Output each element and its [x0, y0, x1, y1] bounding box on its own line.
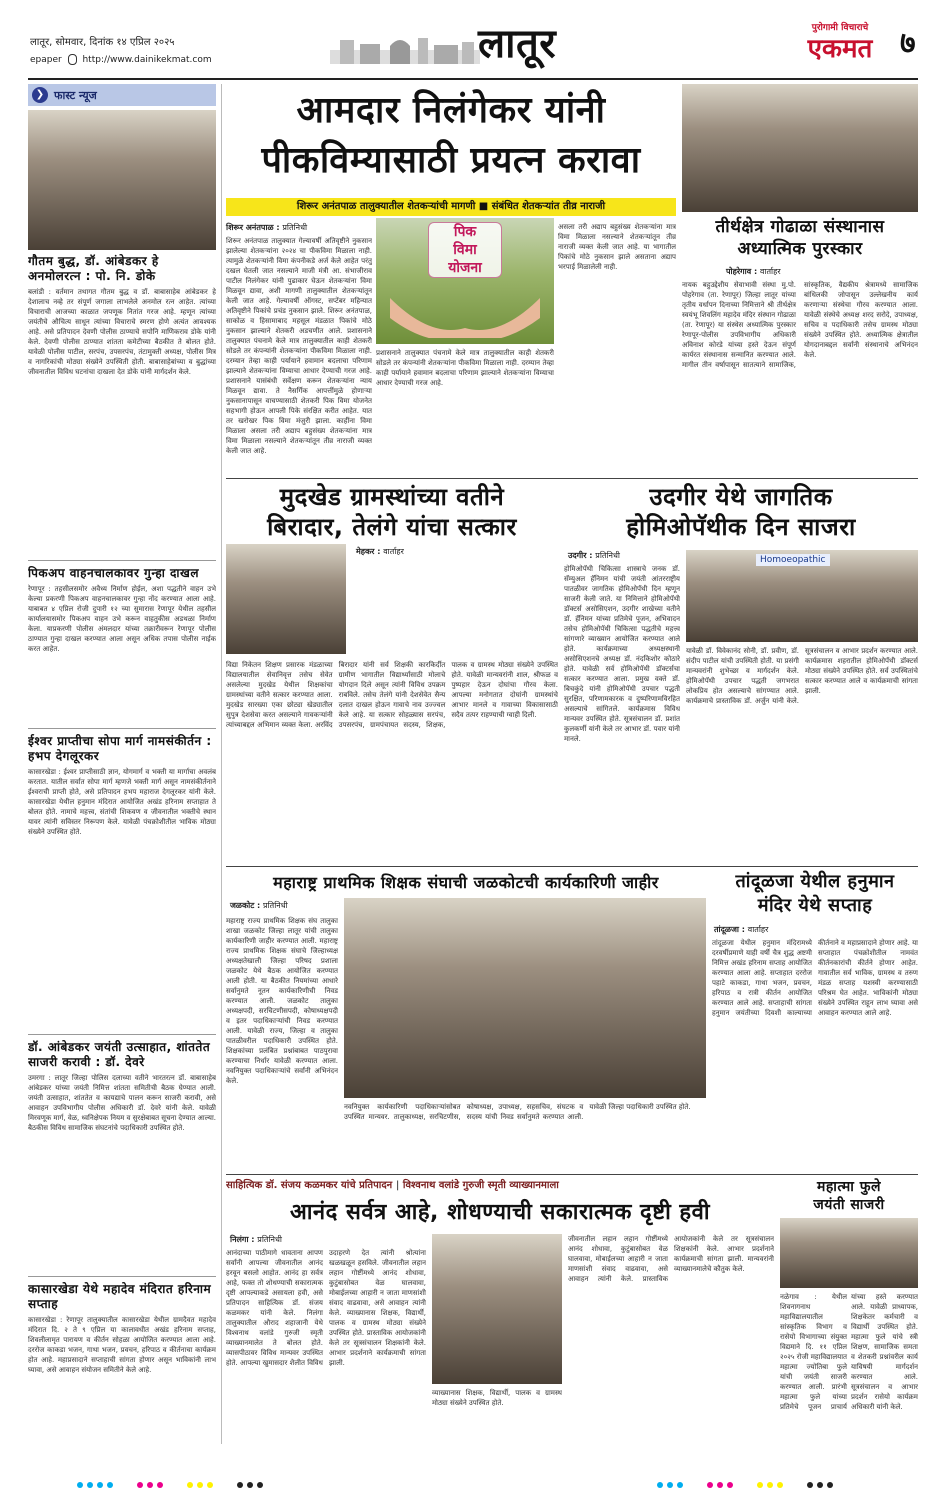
udgir-story: [564, 482, 918, 862]
cupped-hands-illustration: [390, 288, 540, 338]
jalkot-byline-source: प्रतिनिधी: [263, 901, 288, 910]
tandulja-byline-source: वार्ताहर: [747, 925, 769, 934]
speaker-photo: [432, 1234, 562, 1384]
sidebar-headline-1: गौतम बुद्ध, डॉ. आंबेडकर हे अनमोलरत्न : पो. नि. डोके: [28, 254, 159, 283]
print-registration-marks: [0, 1470, 945, 1500]
jalkot-byline-place: जळकोट: [230, 901, 255, 910]
sidebar-story-2: [28, 566, 216, 709]
lecture-kicker-part1: साहित्यिक डॉ. संजय कळमकर यांचे प्रतिपादन: [226, 1180, 393, 1191]
sidebar-story-1: [28, 254, 216, 579]
phule-headline-line1: महात्मा फुले: [816, 1179, 882, 1195]
lead-headline-line2: पीकविम्यासाठी प्रयत्न करावा: [261, 140, 641, 181]
lead-body-col2: प्रशासनाने तालुक्यात पंचनामे केले मात्र तालुक्यातील काही शेतकरी सोडले तर कंपन्यांनी शेतकऱ्यांना पीकविमा मिळाला नाही. दरम्यान तेव्हा काही पर्यायाने हवामान बदलाचा परिणाम झाल्याने शेतकऱ्यांना विम्याचा आधार देण्याची गरज आहे.: [376, 349, 554, 387]
tandulja-headline-line1: तांदूळजा येथील हनुमान: [735, 871, 895, 892]
lead-deck: [226, 198, 676, 216]
crop-insurance-image-text: [428, 222, 502, 278]
godhala-byline: पोहरेगाव : वार्ताहर: [726, 267, 781, 276]
udgir-body-col2: यावेळी डॉ. विवेकानंद सोनी, डॉ. प्रवीण, डॉ. संदीप पाटील यांची उपस्थिती होती. या प्रसंगी मान्यवरांनी शुभेच्छा व मार्गदर्शन केले. होमिओपॅथी उपचार पद्धती जगभरात लोकप्रिय होत असल्याचे सांगण्यात आले. कार्यक्रमाचे प्रास्ताविक डॉ. अर्जुन यांनी केले. सूत्रसंचालन व आभार प्रदर्शन करण्यात आले. कार्यक्रमास शहरातील होमिओपॅथी डॉक्टर्स मोठ्या संख्येने उपस्थित होते. सर्व उपस्थितांचे सत्कार करण्यात आले व कार्यक्रमाची सांगता झाली.: [686, 647, 918, 705]
jalkot-caption: नवनियुक्त कार्यकारिणी पदाधिकाऱ्यांसोबत उपस्थित मान्यवर. तालुकाध्यक्ष, सरचिटणीस, कोषाध्यक्ष, उपाध्यक्ष, सहसचिव, संघटक व सदस्य यांची निवड सर्वानुमते करण्यात आली. यावेळी जिल्हा पदाधिकारी उपस्थित होते.: [344, 1103, 691, 1121]
sidebar-headline-5: कासारखेडा येथे महादेव मंदिरात हरिनाम सप्ताह: [28, 1282, 212, 1311]
lead-deck-part2: संबंधित शेतकऱ्यांत तीव्र नाराजी: [491, 201, 606, 212]
godhala-headline-line2: अध्यात्मिक पुरस्कार: [737, 239, 863, 259]
lead-deck-part1: शिरूर अनंतपाळ तालुक्यातील शेतकऱ्यांची मागणी: [296, 201, 476, 212]
lecture-byline: निलंगा : प्रतिनिधी: [230, 1235, 282, 1244]
fast-news-title: फास्ट न्यूज: [54, 89, 97, 102]
lecture-body-col4: जीवनातील लहान लहान गोष्टींमध्ये आनंद शोधावा, कुटुंबासोबत वेळ घालवावा, मोबाईलच्या आहारी न जाता माणसांशी संवाद वाढवावा, असे आवाहन त्यांनी केले. प्रास्ताविक आयोजकांनी केले तर सूत्रसंचालन शिक्षकांनी केले. आभार प्रदर्शनाने कार्यक्रमाची सांगता झाली. मान्यवरांनी व्याख्यानमालेचे कौतुक केले.: [568, 1235, 774, 1283]
mudkhed-headline-line1: मुदखेड ग्रामस्थांच्या वतीने: [279, 483, 505, 511]
mudkhed-felicitation-photo: [226, 544, 346, 654]
paper-tagline: पुरोगामी विचाराचे: [811, 23, 869, 33]
image-word-1: पिक: [453, 224, 477, 240]
mudkhed-headline-line2: बिरादार, तेलंगे यांचा सत्कार: [267, 513, 517, 541]
jalkot-headline: महाराष्ट्र प्राथमिक शिक्षक संघाची जळकोटची कार्यकारिणी जाहीर: [273, 873, 659, 892]
sidebar-headline-4: डॉ. आंबेडकर जयंती उत्साहात, शांततेत साजरी करावी : डॉ. देवरे: [28, 1040, 211, 1069]
tandulja-body: तांदूळजा येथील हनुमान मंदिरामध्ये दरवर्षीप्रमाणे याही वर्षी चैत्र शुद्ध अष्टमी निमित्त अखंड हरिनाम सप्ताह आयोजित करण्यात आला आहे. सप्ताहात दररोज पहाटे काकडा, गाथा भजन, प्रवचन, हरिपाठ व रात्री कीर्तन आयोजित करण्यात आले आहे. सप्ताहाची सांगता हनुमान जयंतीच्या दिवशी काल्याच्या कीर्तनाने व महाप्रसादाने होणार आहे. या सप्ताहात पंचक्रोशीतील नामवंत कीर्तनकारांची कीर्तने होणार आहेत. गावातील सर्व भाविक, ग्रामस्थ व तरुण मंडळ सप्ताह यशस्वी करण्यासाठी परिश्रम घेत आहेत. भाविकांनी मोठ्या संख्येने उपस्थित राहून लाभ घ्यावा असे आवाहन करण्यात आले आहे.: [712, 939, 918, 1017]
lecture-kicker: साहित्यिक डॉ. संजय कळमकर यांचे प्रतिपादन | विश्वनाथ वलांडे गुरुजी स्मृती व्याख्यानमाला: [226, 1180, 559, 1191]
sidebar-headline-3: ईश्वर प्राप्तीचा सोपा मार्ग नामसंकीर्तन : हभप देगलूरकर: [28, 734, 212, 763]
website-url[interactable]: http://www.dainikekmat.com: [82, 55, 212, 65]
sidebar-story-4: [28, 1040, 216, 1278]
date-line: लातूर, सोमवार, दिनांक १४ एप्रिल २०२५: [30, 37, 175, 48]
city-title: लातूर: [478, 21, 557, 67]
paper-name: एकमत: [807, 34, 873, 64]
jalkot-byline: जळकोट : प्रतिनिधी: [230, 901, 288, 910]
lead-body: शिरूर अनंतपाळ तालुक्यात गेल्यावर्षी अतिवृष्टीने नुकसान झालेल्या शेतकऱ्यांना २०२४ चा पीकविमा मिळाला नाही. त्यामुळे शेतकऱ्यांनी विमा कंपनीकडे अर्ज केले आहेत परंतु दखल घेतली जात नसल्याने माजी मंत्री आ. संभाजीराव पाटील निलंगेकर यांनी पुढाकार घेऊन शेतकऱ्यांना विमा मिळवून द्यावा, अशी मागणी तालुक्यातील शेतकऱ्यांतून केली जात आहे. गेल्यावर्षी ऑगस्ट, सप्टेंबर महिन्यात अतिवृष्टीने पिकांचे प्रचंड नुकसान झाले. शिरूर अनंतपाळ, साकोळ व हिसामाबाद महसूल मंडळात पिकांचे मोठे नुकसान झाल्याने शेतकरी अडचणीत आले. प्रशासनाने तालुक्यात पंचनामे केले मात्र तालुक्यातील काही शेतकरी सोडले तर कंपन्यांनी शेतकऱ्यांना पीकविमा मिळाला नाही. दरम्यान तेव्हा काही पर्यायाने हवामान बदलाचा परिणाम झाल्याने शेतकऱ्यांना विम्याचा आधार देण्याची गरज आहे. प्रशासनाने यासंबंधी सर्वेक्षण करून शेतकऱ्यांना न्याय मिळवून द्यावा. ते नैसर्गिक आपत्तींमुळे होणाऱ्या नुकसानापासून वाचण्यासाठी शेतकरी पिक विमा योजनेत सहभागी होऊन आपली पिके संरक्षित करीत आहेत. यात तर खरोखर पिक विमा मंजुरी झाला. काहींना विमा मिळाला असला तरी अद्याप बहुसंख्य शेतकऱ्यांना मात्र विमा मिळाला नसल्याने शेतकऱ्यांतून तीव्र नाराजी व्यक्त केली जात आहे.: [226, 237, 372, 455]
masthead-rule: [28, 78, 918, 80]
sidebar-headline-2: पिकअप वाहनचालकावर गुन्हा दाखल: [28, 566, 199, 580]
mudkhed-byline-source: वार्ताहर: [383, 547, 404, 556]
lecture-kicker-part2: विश्वनाथ वलांडे गुरुजी स्मृती व्याख्यानमाला: [402, 1180, 559, 1191]
lecture-body-col3: व्याख्यानास शिक्षक, विद्यार्थी, पालक व ग्रामस्थ मोठ्या संख्येने उपस्थित होते.: [432, 1389, 562, 1407]
sidebar-story-5: [28, 1282, 216, 1444]
homeopathy-day-photo: [686, 550, 918, 642]
crop-insurance-photo: [376, 218, 554, 344]
award-ceremony-photo: [682, 84, 918, 212]
lead-byline-place: शिरूर अनंतपाळ: [226, 223, 274, 232]
mouse-icon: [68, 54, 77, 65]
lead-body-col3: असला तरी अद्याप बहुसंख्य शेतकऱ्यांना मात्र विमा मिळाला नसल्याने शेतकऱ्यांतून तीव्र नाराजी व्यक्त केली जात आहे. या भागातील पिकांचे मोठे नुकसान झाले असताना अद्याप भरपाई मिळालेली नाही.: [558, 223, 676, 271]
sidebar-body-1: बलांडी : वर्तमान तथागत गौतम बुद्ध व डॉ. बाबासाहेब आंबेडकर हे देशालाच नव्हे तर संपूर्ण जगाला लाभलेले अनमोल रत्न आहेत. त्यांच्या विचाराची आजच्या काळात जपणूक नितांत गरज आहे. म्हणून त्यांच्या जयंतीचे औचित्य साधून त्यांच्या विचाराचे स्मरण होणे अत्यंत आवश्यक आहे. असे प्रतिपादन देवणी पोलीस ठाण्याचे सपोनि माणिकराव डोके यांनी केले. देवणी पोलीस ठाण्यात शांतता कमेटीच्या बैठकीत ते बोलत होते. यावेळी पोलीस पाटील, सरपंच, उपसरपंच, तंटामुक्ती अध्यक्ष, पोलीस मित्र व नागरिकांची मोठ्या संख्येने उपस्थिती होती. बाबासाहेबांच्या व बुद्धांच्या जीवनातील विविध घटनांचा दाखला देत डोके यांनी मार्गदर्शन केले.: [28, 288, 216, 376]
sidebar-body-3: कासारखेडा : ईश्वर प्राप्तीसाठी ज्ञान, योगमार्ग व भक्ती या मार्गाचा अवलंब करतात. यातील सर्वात सोपा मार्ग म्हणजे भक्ती मार्ग असून नामसंकीर्तनाने ईश्वराची प्राप्ती होते, असे प्रतिपादन हभप महाराज देगलूरकर यांनी केले. कासारखेडा येथील हनुमान मंदिरात आयोजित अखंड हरिनाम सप्ताहात ते बोलत होते. नामाचे महत्त्व, संतांची शिकवण व जीवनातील भक्तीचे स्थान यावर त्यांनी सविस्तर निरूपण केले. यावेळी पंचक्रोशीतील भाविक मोठ्या संख्येने उपस्थित होते.: [28, 768, 216, 836]
jalkot-story: [226, 870, 706, 1170]
mudkhed-story: [226, 482, 558, 862]
lead-byline-source: प्रतिनिधी: [282, 223, 308, 232]
lecture-byline-place: निलंगा: [230, 1235, 249, 1244]
tandulja-byline: तांदूळजा : वार्ताहर: [714, 925, 769, 934]
tandulja-byline-place: तांदूळजा: [714, 925, 739, 934]
godhala-byline-source: वार्ताहर: [759, 267, 781, 276]
udgir-byline-place: उदगीर: [568, 551, 587, 560]
page-number: ७: [900, 26, 917, 61]
chevron-badge-icon: ❯: [32, 87, 48, 103]
paper-logo: [790, 22, 890, 64]
udgir-headline-line1: उदगीर येथे जागतिक: [649, 483, 833, 511]
udgir-body-col1: होमिओपॅथी चिकित्सा शास्त्राचे जनक डॉ. सॅम्युअल हॅनिमन यांची जयंती आंतरराष्ट्रीय पातळीवर जागतिक होमिओपॅथी दिन म्हणून साजरी केली जाते. या निमित्ताने होमिओपॅथी डॉक्टर्स असोसिएशन, उदगीर शाखेच्या वतीने डॉ. हॅनिमन यांच्या प्रतिमेचे पूजन, अभिवादन तसेच होमिओपॅथी चिकित्सा पद्धतीचे महत्त्व सांगणारे व्याख्यान आयोजित करण्यात आले होते. कार्यक्रमाच्या अध्यक्षस्थानी असोसिएशनचे अध्यक्ष डॉ. नंदकिशोर कोठारे होते. यावेळी सर्व होमिओपॅथी डॉक्टर्सचा सत्कार करण्यात आला. प्रमुख वक्ते डॉ. बिचकुंदे यांनी होमिओपॅथी उपचार पद्धती सुरक्षित, परिणामकारक व दुष्परिणामविरहित असल्याचे सांगितले. कार्यक्रमास विविध मान्यवर उपस्थित होते. सूत्रसंचालन डॉ. प्रशांत कुलकर्णी यांनी केले तर आभार डॉ. पवार यांनी मानले.: [564, 565, 680, 743]
sidebar-body-2: रेणापूर : तहसीलसमोर अवैध्य निर्माण होईल, अशा पद्धतीने वाहन उभे केल्या प्रकरणी पिकअप वाहनचालकावर गुन्हा नोंद करण्यात आला आहे. याबाबत ४ एप्रिल रोजी दुपारी १२ च्या सुमारास रेणापूर येथील तहसील कार्यालयासमोर पिकअप वाहन उभे करून वाहतुकीस अडथळा निर्माण केला. याप्रकरणी पोलीस अंमलदार यांच्या तक्रारीवरून रेणापूर पोलीस ठाण्यात गुन्हा दाखल करण्यात आला असून अधिक तपास पोलीस नाईक करत आहेत.: [28, 585, 216, 653]
phule-headline-line2: जयंती साजरी: [813, 1197, 885, 1213]
masthead: [0, 0, 945, 80]
sidebar-body-5: कासारखेडा : रेणापूर तालुक्यातील कासारखेडा येथील ग्रामदैवत महादेव मंदिरात दि. २ ते ९ एप्रिल या कालावधीत अखंड हरिनाम सप्ताह, शिवलीलामृत पारायण व कीर्तन सोहळा आयोजित करण्यात आला आहे. दररोज काकडा भजन, गाथा भजन, प्रवचन, हरिपाठ व कीर्तनाचा कार्यक्रम होत आहे. महाप्रसादाने सप्ताहाची सांगता होणार असून भाविकांनी लाभ घ्यावा, असे आवाहन संयोजन समितीने केले आहे.: [28, 1316, 216, 1374]
mudkhed-byline: मेहकर : वार्ताहर: [356, 547, 404, 556]
lead-story: [226, 84, 676, 476]
godhala-body: नायक बहुउद्देशीय सेवाभावी संस्था मु.पो. पोहरेगाव (ता. रेणापूर) जिल्हा लातूर यांच्या तृतीय वर्धापन दिनाच्या निमित्ताने श्री तीर्थक्षेत्र स्वयंभू शिवलिंग महादेव मंदिर संस्थान गोढाळा (ता. रेणापूर) या संस्थेस अध्यात्मिक पुरस्कार रेणापूर-पोलीस उपविभागीय अधिकारी अविनाश कोरडे यांच्या हस्ते देऊन संपूर्ण कार्यरत संस्थानास सन्मानित करण्यात आले. मागील तीन वर्षापासून सातत्याने सामाजिक, सांस्कृतिक, वैद्यकीय श्रेत्रामध्ये सामाजिक बांधिलकी जोपासून उल्लेखनीय कार्य करणाऱ्या संस्थेचा गौरव करण्यात आला. यावेळी संस्थेचे अध्यक्ष शरद सरोदे, उपाध्यक्ष, सचिव व पदाधिकारी तसेच ग्रामस्थ मोठ्या संख्येने उपस्थित होते. अध्यात्मिक क्षेत्रातील योगदानाबद्दल सर्वांनी संस्थानाचे अभिनंदन केले.: [682, 281, 918, 369]
godhala-story: [682, 84, 918, 476]
mudkhed-body: विद्या निकेतन शिक्षण प्रसारक मंडळाच्या विद्यालयातील सेवानिवृत्त तसेच सेवेत असलेल्या मुदखेड येथील शिक्षकांचा ग्रामस्थांच्या वतीने सत्कार करण्यात आला. मुदखेड सारख्या एका छोट्या खेड्यातील सुपुत्र देशसेवा करत असल्याने गावकऱ्यांनी त्यांच्याबद्दल अभिमान व्यक्त केला. अरविंद बिरादार यांनी सर्व शिक्षकी कारकिर्दीत ग्रामीण भागातील विद्यार्थ्यांसाठी मोलाचे योगदान दिले असून त्यांनी विविध उपक्रम राबविले. तसेच तेलंगे यांनी देशसेवेत सैन्य दलात दाखल होऊन गावाचे नाव उज्ज्वल केले आहे. या सत्कार सोहळ्यास सरपंच, उपसरपंच, ग्रामपंचायत सदस्य, शिक्षक, पालक व ग्रामस्थ मोठ्या संख्येने उपस्थित होते. यावेळी मान्यवरांनी शाल, श्रीफळ व पुष्पहार देऊन दोघांचा गौरव केला. आपल्या मनोगतात दोघांनी ग्रामस्थांचे आभार मानले व गावाच्या विकासासाठी सदैव तत्पर राहण्याची ग्वाही दिली.: [226, 661, 558, 729]
phule-story: [780, 1178, 918, 1444]
godhala-byline-place: पोहरेगाव: [726, 267, 752, 276]
epaper-text: epaper: [30, 55, 62, 65]
lecture-headline: आनंद सर्वत्र आहे, शोधण्याची सकारात्मक दृष्टी हवी: [289, 1200, 711, 1225]
lead-headline-line1: आमदार निलंगेकर यांनी: [296, 90, 606, 131]
udgir-byline-source: प्रतिनिधी: [595, 551, 620, 560]
phule-jayanti-photo: [780, 1218, 918, 1288]
lecture-byline-source: प्रतिनिधी: [257, 1235, 282, 1244]
udgir-byline: उदगीर : प्रतिनिधी: [568, 551, 620, 560]
homeopathy-banner-text: Homoeopathic: [756, 554, 830, 566]
lead-byline: शिरूर अनंतपाळ : प्रतिनिधी: [226, 223, 308, 232]
udgir-headline-line2: होमिओपॅथीक दिन साजरा: [626, 513, 856, 541]
lecture-body: आनंदाच्या पाठीमागे धावताना आपण सर्वांनी आपल्या जीवनातील आनंद हरवून बसलो आहोत. आनंद हा सर्वत्र आहे, फक्त तो शोधण्याची सकारात्मक दृष्टी आपल्याकडे असायला हवी, असे प्रतिपादन साहित्यिक डॉ. संजय कळमकर यांनी केले. निलंगा तालुक्यातील औराद शहाजानी येथे विश्वनाथ वलांडे गुरुजी स्मृती व्याख्यानमालेत ते बोलत होते. व्यासपीठावर विविध मान्यवर उपस्थित होते. आपल्या खुमासदार शैलीत विविध उदाहरणे देत त्यांनी श्रोत्यांना खळखळून हसविले. जीवनातील लहान लहान गोष्टींमध्ये आनंद शोधावा, कुटुंबासोबत वेळ घालवावा, मोबाईलच्या आहारी न जाता माणसांशी संवाद वाढवावा, असे आवाहन त्यांनी केले. व्याख्यानास शिक्षक, विद्यार्थी, पालक व ग्रामस्थ मोठ्या संख्येने उपस्थित होते. प्रास्ताविक आयोजकांनी केले तर सूत्रसंचालन शिक्षकांनी केले. आभार प्रदर्शनाने कार्यक्रमाची सांगता झाली.: [226, 1249, 426, 1367]
tandulja-story: [712, 870, 918, 1170]
city-skyline-illustration: [330, 30, 480, 64]
sidebar-story-3: [28, 734, 216, 1037]
square-bullet-icon: ■: [478, 201, 489, 212]
sidebar-body-4: उमरगा : लातूर जिल्हा पोलिस दलाच्या वतीने भारतरत्न डॉ. बाबासाहेब आंबेडकर यांच्या जयंती निमित्त शांतता समितीची बैठक घेण्यात आली. जयंती उत्साहात, शांततेत व कायद्याचे पालन करून साजरी करावी, असे आवाहन उपविभागीय पोलीस अधिकारी डॉ. देवरे यांनी केले. यावेळी मिरवणूक मार्ग, वेळ, ध्वनिक्षेपक नियम व सुरक्षेबाबत सूचना देण्यात आल्या. बैठकीस विविध सामाजिक संघटनांचे पदाधिकारी उपस्थित होते.: [28, 1074, 216, 1132]
mudkhed-byline-place: मेहकर: [356, 547, 375, 556]
teachers-group-photo: [344, 898, 706, 1098]
fast-news-sidebar: [28, 84, 216, 1444]
godhala-headline-line1: तीर्थक्षेत्र गोढाळा संस्थानास: [715, 217, 885, 237]
lecture-story: [226, 1178, 774, 1444]
jalkot-body: महाराष्ट्र राज्य प्राथमिक शिक्षक संघ तालुका शाखा जळकोट जिल्हा लातूर यांची तालुका कार्यकारिणी जाहीर करण्यात आली. महाराष्ट्र राज्य प्राथमिक शिक्षक संघाचे जिल्हाध्यक्ष अध्यक्षतेखाली जिल्हा परिषद प्रशाला जळकोट येथे बैठक आयोजित करण्यात आली होती. या बैठकीत नियमांच्या आधारे सर्वानुमते नूतन कार्यकारिणीची निवड करण्यात आली. जळकोट तालुका अध्यक्षपदी, सरचिटणीसपदी, कोषाध्यक्षपदी व इतर पदाधिकाऱ्यांची निवड करण्यात आली. यावेळी राज्य, जिल्हा व तालुका पातळीवरील पदाधिकारी उपस्थित होते. शिक्षकांच्या प्रलंबित प्रश्नांबाबत पाठपुरावा करण्याचा निर्धार यावेळी करण्यात आला. नवनियुक्त पदाधिकाऱ्यांचे सर्वांनी अभिनंदन केले.: [226, 917, 338, 1085]
sidebar-meeting-photo: [28, 110, 216, 250]
image-word-3: योजना: [448, 260, 482, 276]
epaper-label: [30, 54, 212, 65]
fast-news-header: [28, 84, 216, 106]
image-word-2: विमा: [453, 242, 477, 258]
phule-body: नळेगाव : येथील शिवनागनाथ महाविद्यालयातील सांस्कृतिक विभाग व रासेयो विभागाच्या संयुक्त विद्यमाने दि. ११ एप्रिल २०२५ रोजी महाविद्यालयात महात्मा ज्योतिबा फुले यांची जयंती साजरी करण्यात आली. प्रारंभी महात्मा फुले यांच्या प्रतिमेचे पूजन प्राचार्य यांच्या हस्ते करण्यात आले. यावेळी प्राध्यापक, शिक्षकेतर कर्मचारी व विद्यार्थी उपस्थित होते. महात्मा फुले यांचे स्त्री शिक्षण, सामाजिक समता व शेतकरी प्रश्नांवरील कार्य याविषयी मार्गदर्शन करण्यात आले. सूत्रसंचालन व आभार प्रदर्शन रासेयो कार्यक्रम अधिकारी यांनी केले.: [780, 1293, 918, 1411]
tandulja-headline-line2: मंदिर येथे सप्ताह: [757, 895, 873, 916]
